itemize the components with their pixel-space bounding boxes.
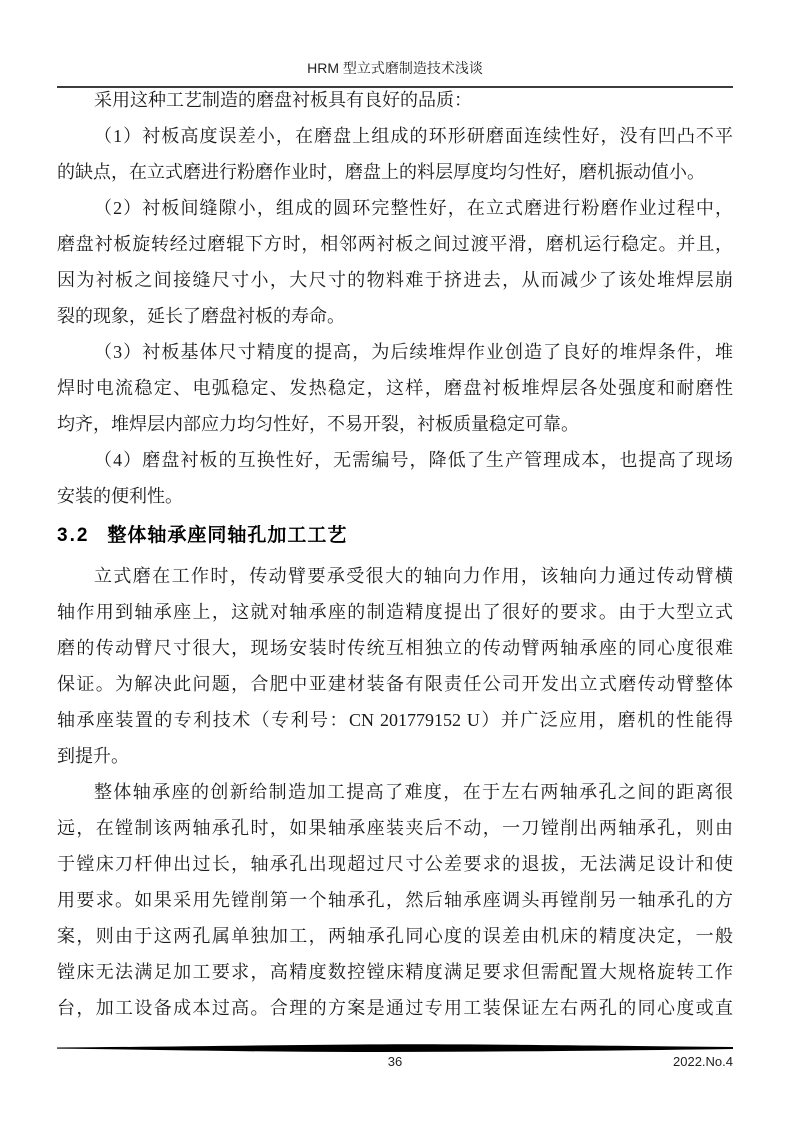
text-line: 台，加工设备成本过高。合理的方案是通过专用工装保证左右两孔的同心度或直 (57, 998, 733, 1018)
text-line: 焊时电流稳定、电弧稳定、发热稳定，这样，磨盘衬板堆焊层各处强度和耐磨性 (57, 378, 733, 398)
text-line: 案，则由于这两孔属单独加工，两轴承孔同心度的误差由机床的精度决定，一般 (57, 926, 733, 946)
text-line: 于镗床刀杆伸出过长，轴承孔出现超过尺寸公差要求的退拔，无法满足设计和使 (57, 854, 733, 874)
text-line: 到提升。 (57, 746, 129, 766)
text-line: 用要求。如果采用先镗削第一个轴承孔，然后轴承座调头再镗削另一轴承孔的方 (57, 890, 733, 910)
text-line: 保证。为解决此问题，合肥中亚建材装备有限责任公司开发出立式磨传动臂整体 (57, 674, 733, 694)
text-line: 轴作用到轴承座上，这就对轴承座的制造精度提出了很好的要求。由于大型立式 (57, 602, 733, 622)
text-line: 裂的现象，延长了磨盘衬板的寿命。 (57, 306, 345, 326)
text-line: 的缺点，在立式磨进行粉磨作业时，磨盘上的料层厚度均匀性好，磨机振动值小。 (57, 162, 705, 182)
page-number: 36 (387, 1054, 403, 1069)
running-head-title: HRM 型立式磨制造技术浅谈 (307, 60, 483, 76)
text-line: 远，在镗制该两轴承孔时，如果轴承座装夹后不动，一刀镗削出两轴承孔，则由 (57, 818, 733, 838)
text-line: 磨盘衬板旋转经过磨辊下方时，相邻两衬板之间过渡平滑，磨机运行稳定。并且， (57, 234, 733, 254)
section-heading (57, 514, 733, 558)
text-line: 采用这种工艺制造的磨盘衬板具有良好的品质： (94, 90, 472, 110)
text-line: 磨的传动臂尺寸很大，现场安装时传统互相独立的传动臂两轴承座的同心度很难 (57, 638, 733, 658)
section-title: 整体轴承座同轴孔加工工艺 (107, 525, 348, 546)
article-body (57, 82, 733, 1026)
text-line: （3）衬板基体尺寸精度的提高，为后续堆焊作业创造了良好的堆焊条件，堆 (94, 342, 733, 362)
text-line: 立式磨在工作时，传动臂要承受很大的轴向力作用，该轴向力通过传动臂横 (94, 566, 733, 586)
issue-label: 2022.No.4 (673, 1054, 733, 1069)
text-line: （1）衬板高度误差小，在磨盘上组成的环形研磨面连续性好，没有凹凸不平 (94, 126, 733, 146)
footer-rule-bar (57, 1042, 733, 1054)
text-line: 均齐，堆焊层内部应力均匀性好，不易开裂，衬板质量稳定可靠。 (57, 414, 579, 434)
text-line: 轴承座装置的专利技术（专利号：CN 201779152 U）并广泛应用，磨机的性能得 (57, 710, 733, 730)
text-line: （4）磨盘衬板的互换性好，无需编号，降低了生产管理成本，也提高了现场 (94, 450, 733, 470)
text-line: 安装的便利性。 (57, 486, 183, 506)
section-number: 3.2 (57, 525, 90, 546)
text-line: 因为衬板之间接缝尺寸小，大尺寸的物料难于挤进去，从而减少了该处堆焊层崩 (57, 270, 733, 290)
text-line: （2）衬板间缝隙小，组成的圆环完整性好，在立式磨进行粉磨作业过程中， (94, 198, 733, 218)
text-line: 镗床无法满足加工要求，高精度数控镗床精度满足要求但需配置大规格旋转工作 (57, 962, 733, 982)
text-line: 整体轴承座的创新给制造加工提高了难度，在于左右两轴承孔之间的距离很 (94, 782, 733, 802)
page-footer (57, 1054, 733, 1074)
